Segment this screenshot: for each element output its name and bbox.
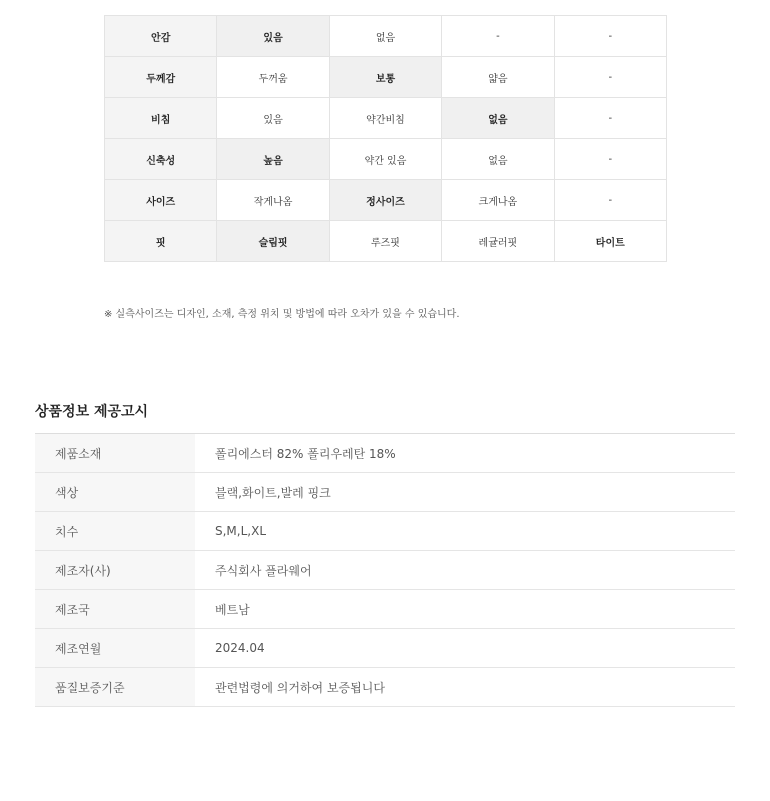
fit-cell: 레귤러핏 (442, 221, 554, 262)
info-row-size (35, 512, 735, 551)
fit-cell: 크게나옴 (442, 180, 554, 221)
fit-cell: 약간 있음 (329, 139, 441, 180)
fit-row-size (105, 180, 667, 221)
fit-cell-selected: 정사이즈 (329, 180, 441, 221)
fit-cell: 없음 (442, 139, 554, 180)
fit-cell: 있음 (217, 98, 329, 139)
fit-cell: - (442, 16, 554, 57)
fit-cell: 없음 (329, 16, 441, 57)
fit-cell-selected: 보통 (329, 57, 441, 98)
info-key: 치수 (35, 512, 195, 551)
info-key: 제조연월 (35, 629, 195, 668)
fit-row-thickness (105, 57, 667, 98)
info-value: S,M,L,XL (195, 512, 735, 551)
fit-row-label: 비침 (105, 98, 217, 139)
info-value: 관련법령에 의거하여 보증됩니다 (195, 668, 735, 707)
fit-row-stretch (105, 139, 667, 180)
fit-cell: - (554, 139, 666, 180)
fit-cell: 얇음 (442, 57, 554, 98)
info-key: 제조자(사) (35, 551, 195, 590)
fit-cell: 루즈핏 (329, 221, 441, 262)
fit-cell-selected: 있음 (217, 16, 329, 57)
fit-row-sheerness (105, 98, 667, 139)
info-row-material (35, 434, 735, 473)
size-disclaimer: ※ 실측사이즈는 디자인, 소재, 측정 위치 및 방법에 따라 오차가 있을 수 있습니다. (104, 309, 460, 320)
info-key: 색상 (35, 473, 195, 512)
info-row-warranty (35, 668, 735, 707)
info-value: 주식회사 플라웨어 (195, 551, 735, 590)
fit-row-label: 사이즈 (105, 180, 217, 221)
info-row-manufacturer (35, 551, 735, 590)
fit-row-label: 두께감 (105, 57, 217, 98)
fit-cell: - (554, 180, 666, 221)
info-value: 블랙,화이트,발레 핑크 (195, 473, 735, 512)
fit-cell: 타이트 (554, 221, 666, 262)
fit-cell: 작게나옴 (217, 180, 329, 221)
fit-row-lining (105, 16, 667, 57)
fit-cell-selected: 슬림핏 (217, 221, 329, 262)
fit-row-label: 신축성 (105, 139, 217, 180)
fit-cell: - (554, 16, 666, 57)
info-key: 제조국 (35, 590, 195, 629)
info-row-color (35, 473, 735, 512)
fit-row-label: 안감 (105, 16, 217, 57)
info-value: 폴리에스터 82% 폴리우레탄 18% (195, 434, 735, 473)
fit-cell: - (554, 57, 666, 98)
product-info-title: 상품정보 제공고시 (35, 404, 149, 420)
info-value: 베트남 (195, 590, 735, 629)
fit-cell-selected: 높음 (217, 139, 329, 180)
info-key: 품질보증기준 (35, 668, 195, 707)
fit-cell: - (554, 98, 666, 139)
fit-cell: 두꺼움 (217, 57, 329, 98)
info-row-date (35, 629, 735, 668)
info-row-country (35, 590, 735, 629)
info-key: 제품소재 (35, 434, 195, 473)
fit-row-label: 핏 (105, 221, 217, 262)
product-info-table (35, 433, 735, 707)
fit-row-fit (105, 221, 667, 262)
info-value: 2024.04 (195, 629, 735, 668)
fit-cell: 약간비침 (329, 98, 441, 139)
fit-chart-table (104, 15, 667, 262)
fit-cell-selected: 없음 (442, 98, 554, 139)
